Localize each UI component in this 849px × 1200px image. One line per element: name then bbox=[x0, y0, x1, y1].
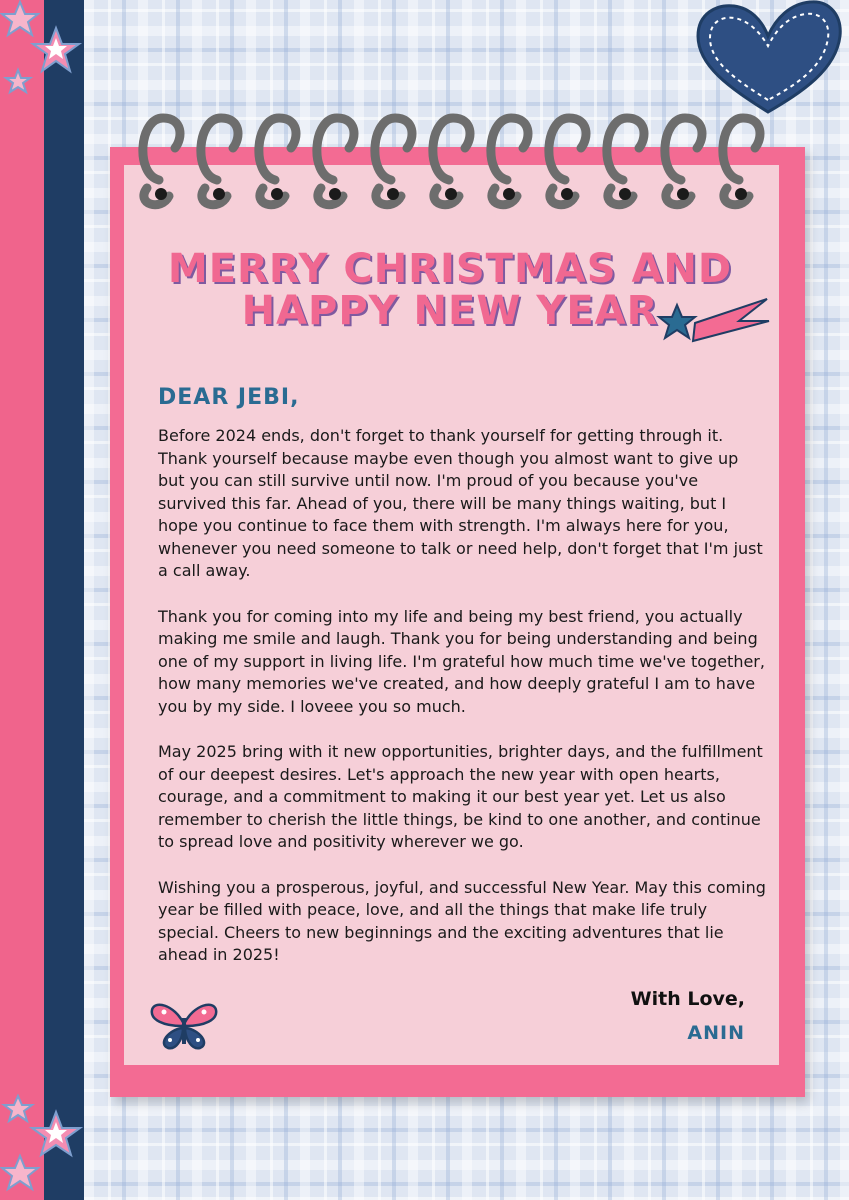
star-cluster-bottom-icon bbox=[0, 1092, 90, 1200]
paragraph: Wishing you a prosperous, joyful, and successful New Year. May this coming year be filled with peace, love, and all the things that make life truly special. Cheers to new beginnings and the exciting adventures that lie ahead in 2025! bbox=[158, 877, 766, 964]
heart-icon bbox=[690, 0, 845, 118]
shooting-star-icon bbox=[655, 295, 775, 355]
navy-side-stripe bbox=[44, 0, 84, 1200]
star-cluster-top-icon bbox=[0, 0, 90, 110]
closing: With Love, bbox=[630, 988, 745, 1010]
paragraph: Before 2024 ends, don't forget to thank yourself for getting through it. Thank yourself because maybe even though you almost want to give up but you can still survive until now. I'm proud of you because you've survived this far. Ahead of you, there will be many things waiting, but I hope you continue to face them with strength. I'm always here for you, whenever you need someone to talk or need help, don't forget that I'm just a call away. bbox=[158, 426, 763, 580]
signature: ANIN bbox=[687, 1022, 745, 1044]
pink-side-stripe bbox=[0, 0, 44, 1200]
title-line-2: HAPPY NEW YEAR bbox=[241, 288, 659, 334]
spiral-binding-icon bbox=[125, 108, 775, 218]
butterfly-icon bbox=[148, 1000, 220, 1052]
paragraph: Thank you for coming into my life and being my best friend, you actually making me smile and laugh. Thank you for being understanding and being one of my support in living life. I'm grateful how much time we've together, how many memories we've created, and how deeply grateful I am to have you by my side. I loveee you so much. bbox=[158, 606, 765, 716]
paragraph: May 2025 bring with it new opportunities, brighter days, and the fulfillment of our deepest desires. Let's approach the new year with open hearts, courage, and a commitment to making it our best year yet. Let us also remember to cherish the little things, be kind to one another, and continue to spread love and positivity wherever we go. bbox=[158, 742, 763, 851]
salutation: DEAR JEBI, bbox=[158, 385, 300, 410]
letter-body bbox=[158, 425, 768, 990]
title-line-1: MERRY CHRISTMAS AND bbox=[167, 246, 733, 292]
